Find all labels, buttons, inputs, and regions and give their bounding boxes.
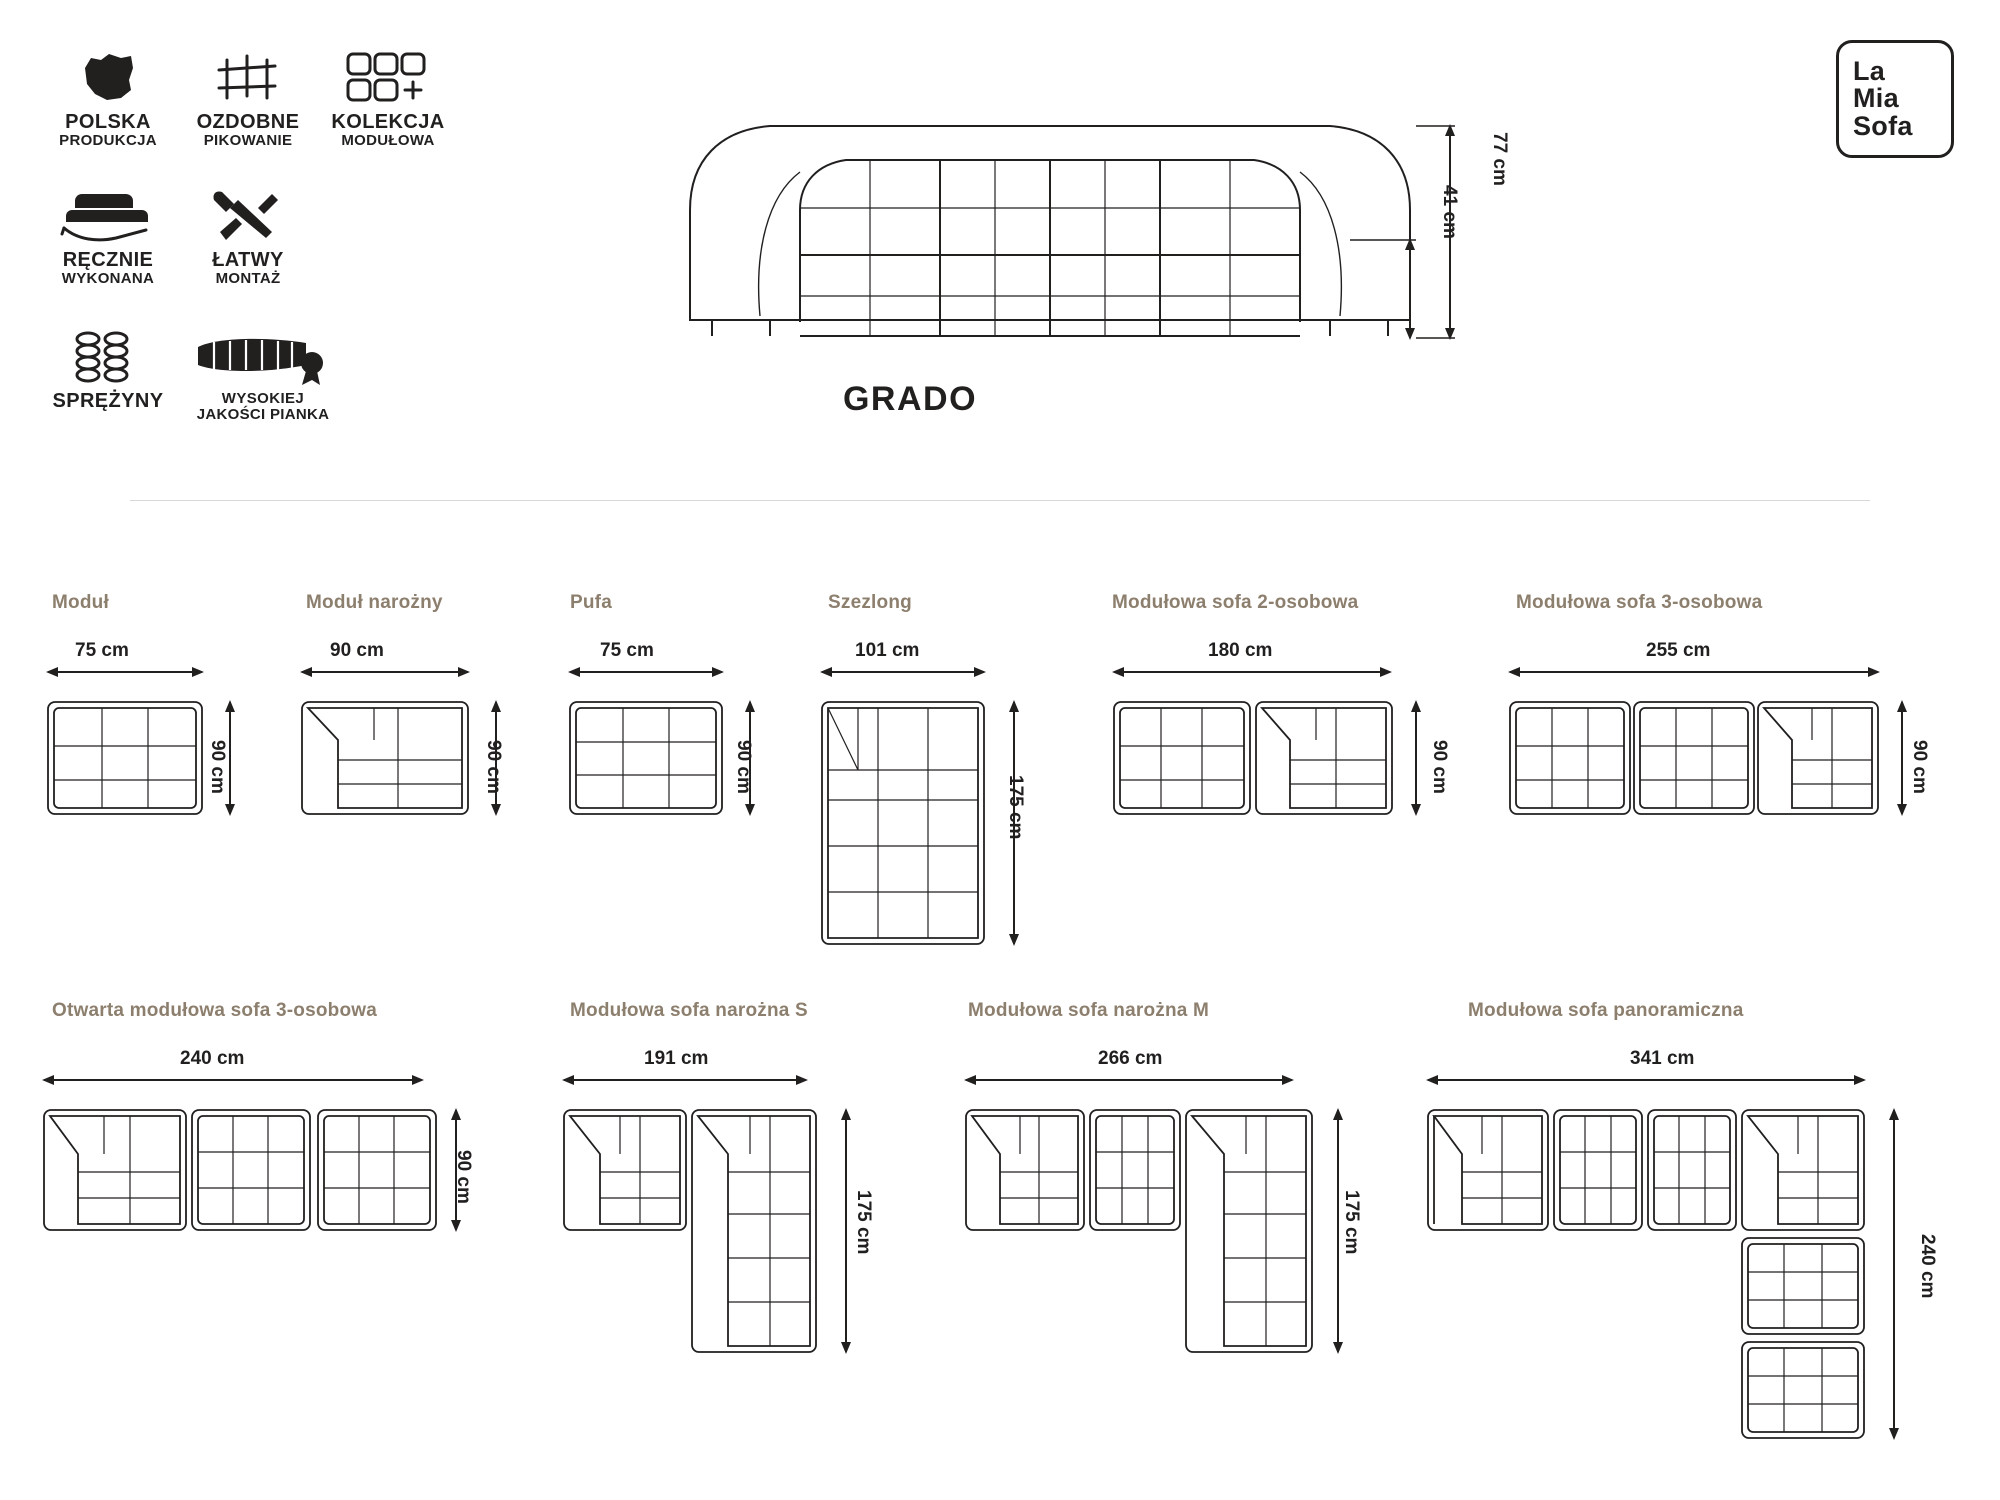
feature-sublabel: PRODUKCJA (59, 132, 157, 149)
brand-line-1: La (1853, 55, 1886, 86)
brand-logo (1836, 40, 1954, 158)
section-divider (130, 500, 1870, 501)
config-width-modul-narozny: 90 cm (330, 640, 384, 661)
config-diagram-sofa-2 (1110, 660, 1420, 850)
feature-row-1 (38, 30, 458, 150)
config-label-narozna-s: Modułowa sofa narożna S (570, 1000, 808, 1021)
quilting-icon (178, 30, 318, 108)
poland-map-icon (38, 30, 178, 108)
hero-height-seat: 41 cm (1439, 185, 1460, 239)
config-depth-szezlong: 175 cm (1005, 775, 1026, 840)
config-diagram-narozna-s (560, 1068, 900, 1388)
feature-ozdobne-pikowanie (178, 30, 318, 150)
config-width-narozna-m: 266 cm (1098, 1048, 1163, 1069)
tools-icon (178, 168, 318, 246)
brand-line-2: Mia (1853, 83, 1899, 114)
config-depth-pufa: 90 cm (733, 740, 754, 794)
config-label-narozna-m: Modułowa sofa narożna M (968, 1000, 1210, 1021)
config-width-modul: 75 cm (75, 640, 129, 661)
config-width-sofa-2: 180 cm (1208, 640, 1273, 661)
config-diagram-pufa (566, 660, 786, 850)
config-label-pufa: Pufa (570, 592, 612, 613)
config-width-pufa: 75 cm (600, 640, 654, 661)
feature-sprezyny (38, 309, 178, 423)
feature-row-3 (38, 309, 458, 423)
config-depth-panoramiczna: 240 cm (1917, 1234, 1938, 1299)
config-label-modul-narozny: Moduł narożny (306, 592, 443, 613)
config-depth-modul-narozny: 90 cm (483, 740, 504, 794)
config-depth-sofa-3: 90 cm (1909, 740, 1930, 794)
config-diagram-modul-narozny (298, 660, 528, 850)
feature-label: OZDOBNE (196, 111, 300, 133)
config-width-panoramiczna: 341 cm (1630, 1048, 1695, 1069)
config-label-sofa-2: Modułowa sofa 2-osobowa (1112, 592, 1359, 613)
feature-polska-produkcja (38, 30, 178, 150)
feature-label: SPRĘŻYNY (52, 390, 164, 412)
springs-icon (38, 309, 178, 387)
foam-quality-icon (178, 309, 348, 387)
feature-sublabel: PIKOWANIE (203, 132, 293, 149)
config-diagram-szezlong (818, 660, 1048, 960)
product-title: GRADO (842, 380, 978, 418)
config-diagram-otwarta-3 (40, 1068, 460, 1268)
feature-sublabel: MODUŁOWA (341, 132, 435, 149)
config-depth-sofa-2: 90 cm (1429, 740, 1450, 794)
config-width-szezlong: 101 cm (855, 640, 920, 661)
hero-sofa-illustration (650, 90, 1450, 350)
config-label-szezlong: Szezlong (828, 592, 912, 613)
config-diagram-sofa-3 (1506, 660, 1906, 850)
feature-label: ŁATWY (212, 248, 284, 271)
feature-recznie-wykonana (38, 168, 178, 288)
config-depth-narozna-m: 175 cm (1341, 1190, 1362, 1255)
feature-wysokiej-jakosci-pianka (178, 309, 348, 423)
config-diagram-narozna-m (962, 1068, 1362, 1388)
config-depth-narozna-s: 175 cm (853, 1190, 874, 1255)
brand-line-3: Sofa (1853, 110, 1913, 141)
feature-sublabel: MONTAŻ (215, 269, 281, 287)
config-width-sofa-3: 255 cm (1646, 640, 1711, 661)
config-label-otwarta-3: Otwarta modułowa sofa 3-osobowa (52, 1000, 378, 1021)
hero-height-total: 77 cm (1489, 132, 1510, 186)
config-width-otwarta-3: 240 cm (180, 1048, 245, 1069)
feature-label: RĘCZNIE (62, 248, 154, 271)
feature-label: WYSOKIEJ (221, 390, 305, 407)
config-label-sofa-3: Modułowa sofa 3-osobowa (1516, 592, 1763, 613)
hand-sofa-icon (38, 168, 178, 246)
config-label-panoramiczna: Modułowa sofa panoramiczna (1468, 1000, 1744, 1021)
feature-latwy-montaz (178, 168, 318, 288)
feature-label: KOLEKCJA (331, 111, 445, 133)
feature-label: POLSKA (65, 111, 151, 133)
config-diagram-panoramiczna (1424, 1068, 1924, 1488)
feature-kolekcja-modulowa (318, 30, 458, 150)
config-depth-otwarta-3: 90 cm (453, 1150, 474, 1204)
feature-row-2 (38, 168, 458, 288)
config-width-narozna-s: 191 cm (644, 1048, 709, 1069)
feature-sublabel: JAKOŚCI PIANKA (196, 405, 330, 423)
config-label-modul: Moduł (52, 592, 109, 613)
feature-sublabel: WYKONANA (61, 269, 155, 287)
modules-icon (318, 30, 458, 108)
config-diagram-modul (44, 660, 264, 850)
feature-badges (38, 30, 458, 423)
config-depth-modul: 90 cm (207, 740, 228, 794)
